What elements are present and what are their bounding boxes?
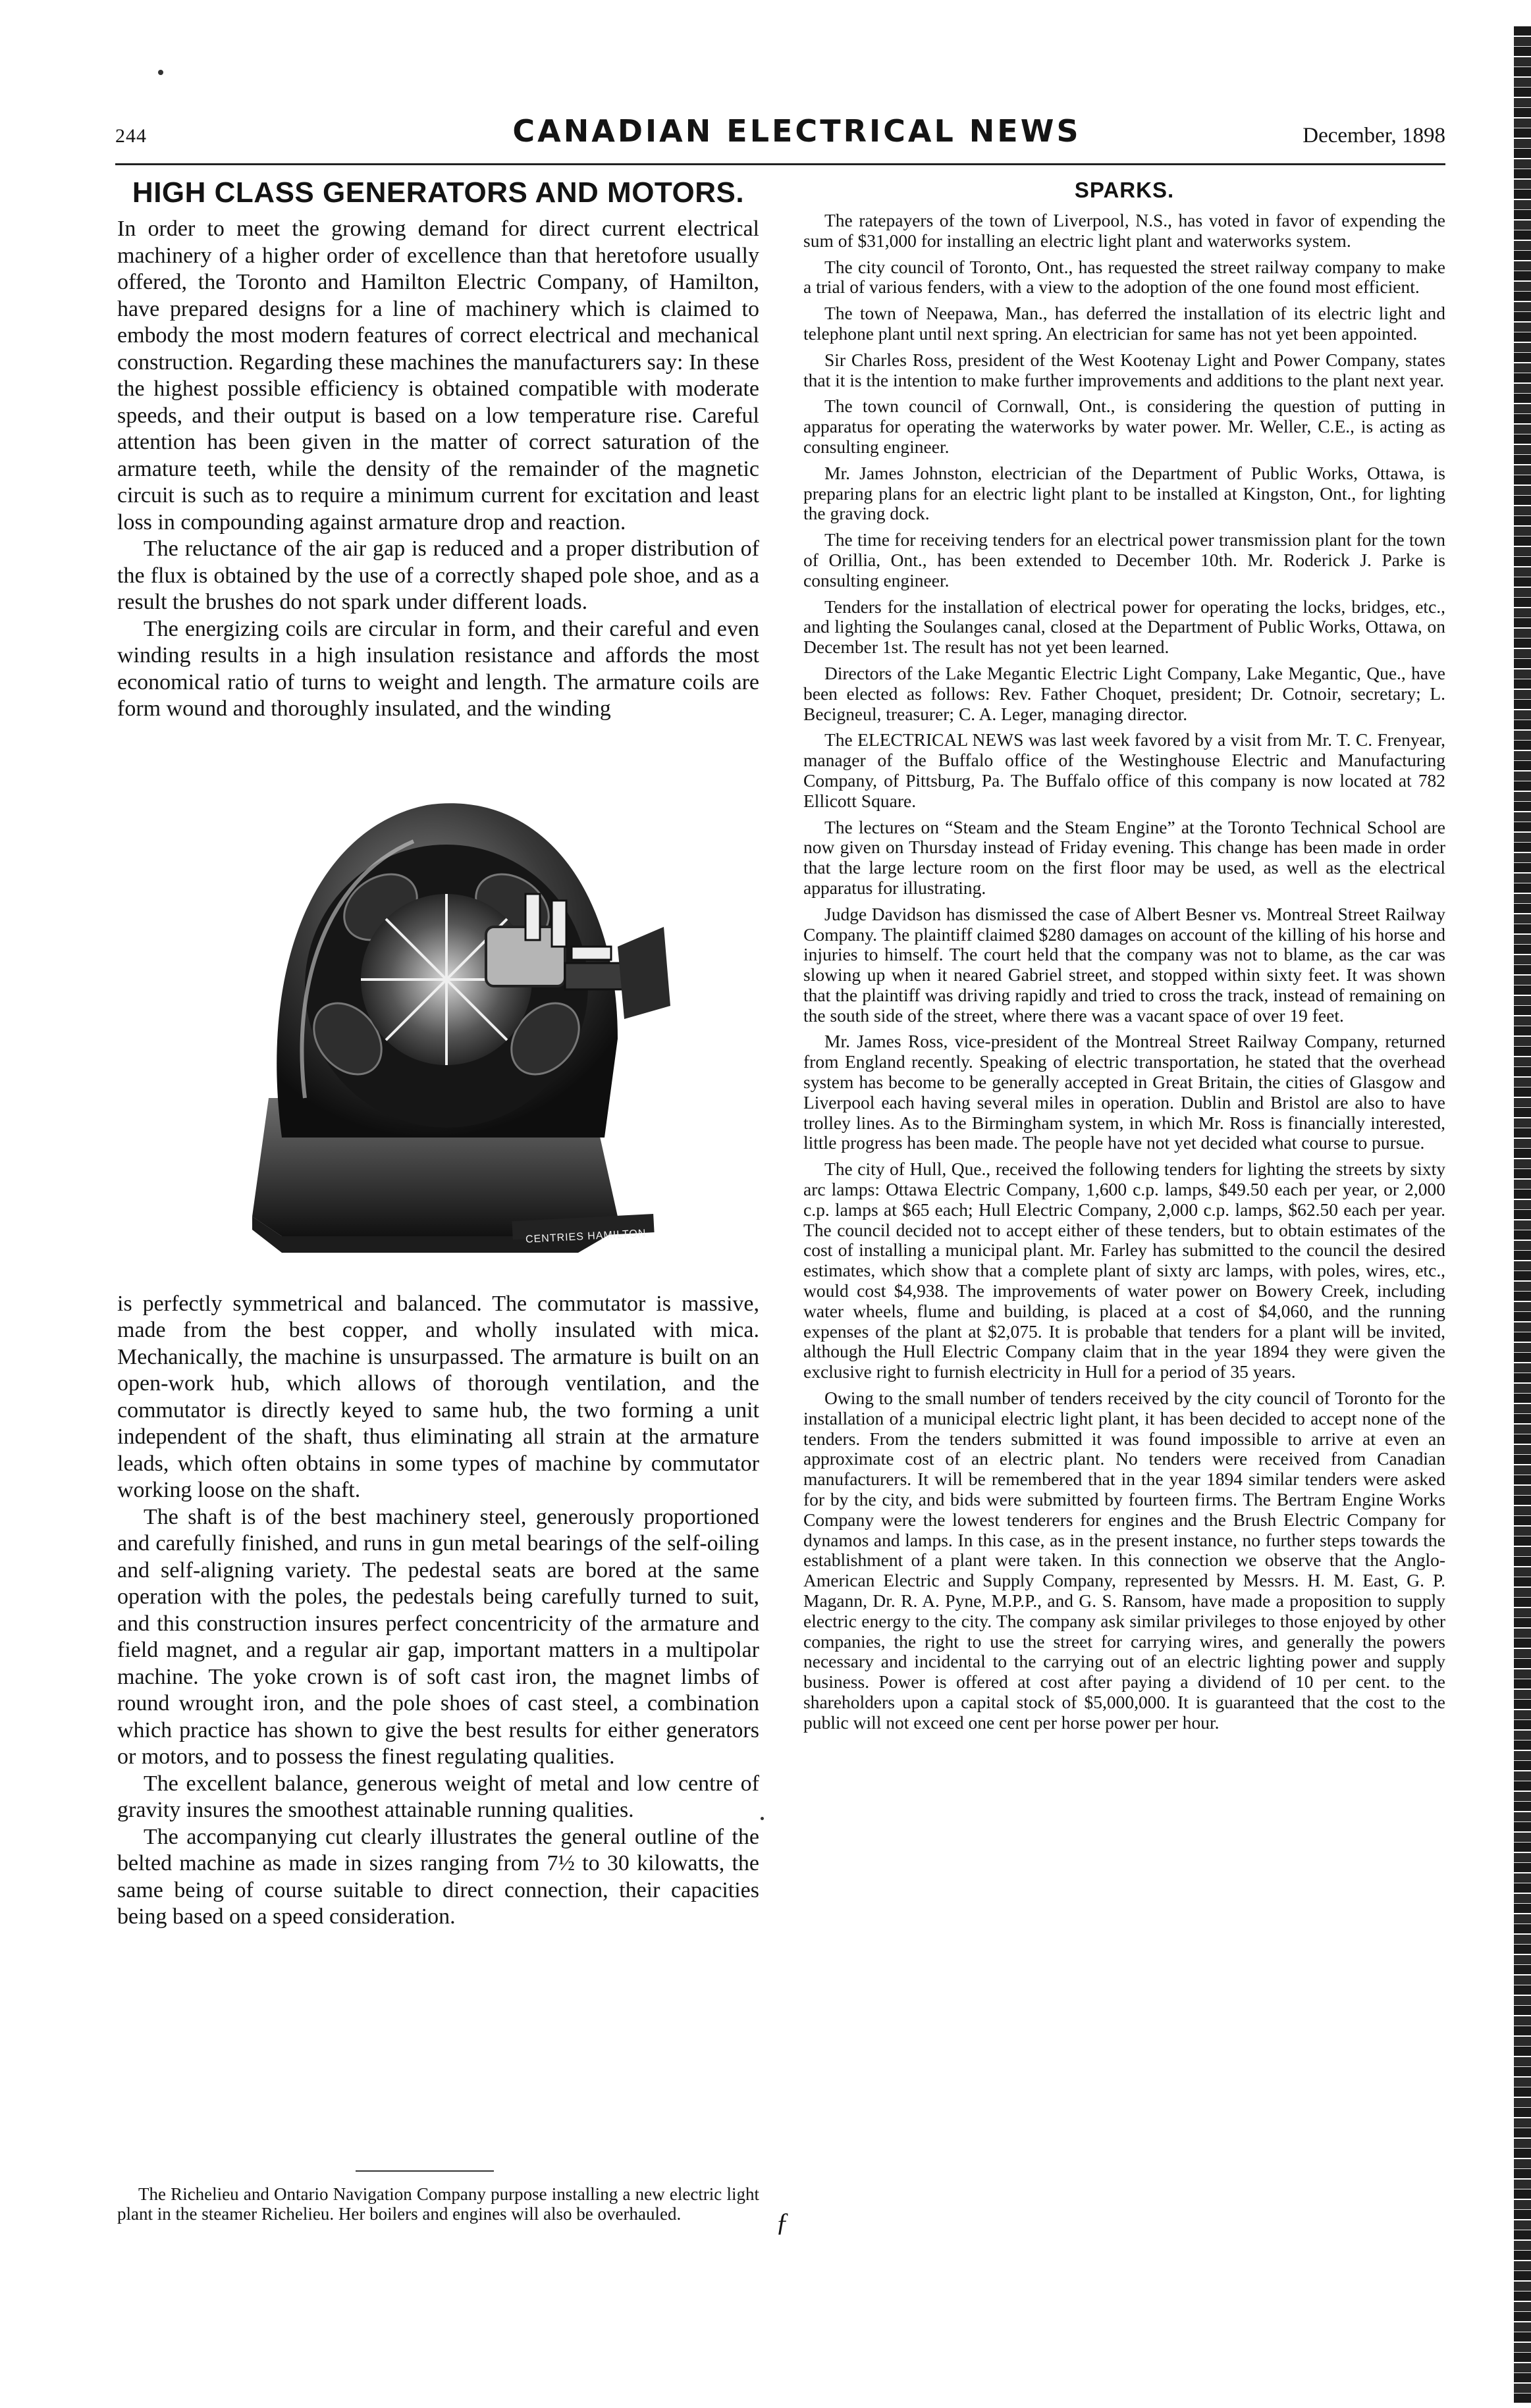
sparks-item: Sir Charles Ross, president of the West Kootenay Light and Power Company, states that it is the intention to make further improvements and additions to the plant next year. <box>803 349 1445 390</box>
sparks-item: Directors of the Lake Megantic Electric Light Company, Lake Megantic, Que., have been elected as follows: Rev. Father Choquet, president; Dr. Cotnoir, secretary; L. Becigneul, treasurer; C. A. Leger, managing director. <box>803 662 1445 724</box>
sparks-item: The city of Hull, Que., received the following tenders for lighting the streets by sixty arc lamps: Ottawa Electric Company, 1,600 c.p. lamps, $49.50 each per year, or 2,000 c.p. lamps at $65 each; Hull Electric Company, 2,000 c.p. lamps, $62.50 each per year. The council decided not to accept either of these tenders, but to obtain estimates of the cost of installing a municipal plant. Mr. Farley has submitted to the council the desired estimates, which show that a complete plant of sixty arc lamps, with poles, wires, etc., would cost $4,938. The improvements of water power on Bowery Creek, including water wheels, flume and building, is placed at a cost of $4,060, and the running expenses of the plant at $2,075. It is probable that tenders for a plant will be invited, although the Hull Electric Company claim that in the year 1894 they were given the exclusive right to furnish electricity in Hull for a period of 35 years. <box>803 1159 1445 1382</box>
footnote-rule <box>356 2170 494 2172</box>
sparks-item: The town council of Cornwall, Ont., is considering the question of putting in apparatus for operating the waterworks by water power. Mr. Weller, C.E., is acting as consulting engineer. <box>803 396 1445 457</box>
article-title: HIGH CLASS GENERATORS AND MOTORS. <box>132 176 745 209</box>
article-paragraph: The energizing coils are circular in form, and their careful and even winding results in a high insulation resistance and affords the most economical ratio of turns to weight and length. The armature coils are form wound and thoroughly insulated, and the winding <box>117 616 759 721</box>
page-number: 244 <box>115 125 147 147</box>
publication-masthead: CANADIAN ELECTRICAL NEWS <box>512 113 1081 149</box>
sparks-item: Owing to the small number of tenders received by the city council of Toronto for the installation of a municipal electric light plant, it has been decided to accept none of the tenders. From the tenders submitted it was found impossible to arrive at even an approximate cost of an electric plant. No tenders were received from Canadian manufacturers. It will be remembered that in the year 1894 similar tenders were asked for by the city, and bids were submitted by fourteen firms. The Bertram Engine Works Company were the lowest tenderers for engines and the Brush Electric Company for dynamos and lamps. In this case, as in the present instance, no further steps towards the establishment of a plant were taken. In this connection we observe that the Anglo-American Electric and Supply Company, represented by Messrs. H. M. East, G. P. Magann, Dr. R. A. Pyne, M.P.P., and G. S. Ransom, have made a proposition to supply electric energy to the city. The company ask similar privileges to those enjoyed by other companies, the right to use the street for carrying wires, and generally the powers necessary and incidental to the carrying out of an electric lighting power and supply business. Power is offered at cost after paying a dividend of 10 per cent. to the shareholders upon a capital stock of $5,000,000. It is guaranteed that the cost to the public will not exceed one cent per horse power per hour. <box>803 1388 1445 1733</box>
sparks-item: Mr. James Johnston, electrician of the Department of Public Works, Ottawa, is preparing plans for an electric light plant to be installed at Kingston, Ont., for lighting the graving dock. <box>803 462 1445 524</box>
margin-mark: ƒ <box>776 2207 789 2237</box>
sparks-item: The time for receiving tenders for an electrical power transmission plant for the town of Orillia, Ont., has been extended to December 10th. Mr. Roderick J. Parke is consulting engineer. <box>803 529 1445 590</box>
scan-speck <box>761 1817 764 1820</box>
sparks-item: Judge Davidson has dismissed the case of Albert Besner vs. Montreal Street Railway Company. The plaintiff claimed $280 damages on account of the killing of his horse and injuries to himself. The court held that the company was not to blame, as the car was slowing up when it neared Gabriel street, and stopped within sixty feet. It was shown that the plaintiff was driving rapidly and tried to cross the track, instead of remaining on the south side of the street, where there was a vacant space of over 19 feet. <box>803 903 1445 1026</box>
header-rule <box>115 163 1445 165</box>
figure-maker-label: CENTRIES HAMILTON <box>525 1227 647 1245</box>
sparks-item: The ELECTRICAL NEWS was last week favored by a visit from Mr. T. C. Frenyear, manager of the Buffalo office of the Westinghouse Electric and Manufacturing Company, of Pittsburg, Pa. The Buffalo office of this company is now located at 782 Ellicott Square. <box>803 729 1445 811</box>
sparks-heading: SPARKS. <box>1074 178 1175 202</box>
footnote-item: The Richelieu and Ontario Navigation Company purpose installing a new electric light plant in the steamer Richelieu. Her boilers and engines will also be overhauled. <box>117 2184 759 2224</box>
article-paragraph: The accompanying cut clearly illustrates the general outline of the belted machine as made in sizes ranging from 7½ to 30 kilowatts, the same being of course suitable to direct connection, their capacities being based on a speed consideration. <box>117 1824 759 1929</box>
bearing-pedestal <box>618 927 670 1019</box>
generator-engraving <box>117 729 759 1279</box>
sparks-column <box>803 178 1445 1739</box>
sparks-item: The lectures on “Steam and the Steam Engine” at the Toronto Technical School are now given on Thursday instead of Friday evening. This change has been made in order that the large lecture room on the first floor may be used, as well as the electrical apparatus for illustrating. <box>803 816 1445 898</box>
issue-date: December, 1898 <box>1303 124 1445 147</box>
sparks-item: Mr. James Ross, vice-president of the Montreal Street Railway Company, returned from England recently. Speaking of electric transportation, he stated that the overhead system has become to be generally accepted in Great Britain, the cities of Glasgow and Liverpool each having several miles in operation. Dublin and Bristol are also to have trolley lines. As to the Birmingham system, in which Mr. Ross is financially interested, little progress has been made. The people have not yet decided what course to pursue. <box>803 1031 1445 1153</box>
scan-edge-artifact <box>1514 26 1531 2403</box>
sparks-item: The town of Neepawa, Man., has deferred the installation of its electric light and telephone plant until next spring. An electrician for same has not yet been appointed. <box>803 303 1445 344</box>
article-paragraph: is perfectly symmetrical and balanced. The commutator is massive, made from the best copper, and wholly insulated with mica. Mechanically, the machine is unsurpassed. The armature is built on an open-work hub, which allows of thorough ventilation, and the commutator is directly keyed to same hub, the two forming a unit independent of the shaft, thus eliminating all strain at the armature leads, which often obtains in some types of machine by commutator working loose on the shaft. <box>117 1291 759 1502</box>
article-paragraph: The reluctance of the air gap is reduced and a proper distribution of the flux is obtained by the use of a correctly shaped pole shoe, and as a result the brushes do not spark under different loads. <box>117 537 759 614</box>
article-column <box>117 176 759 1931</box>
scan-speck <box>158 70 163 75</box>
article-paragraph: The excellent balance, generous weight of metal and low centre of gravity insures the smoothest attainable running qualities. <box>117 1771 759 1822</box>
article-paragraph: In order to meet the growing demand for direct current electrical machinery of a higher order of excellence than that heretofore usually offered, the Toronto and Hamilton Electric Company, of Hamilton, have prepared designs for a line of machinery which is claimed to embody the most modern features of correct electrical and mechanical construction. Regarding these machines the manufacturers say: In these the highest possible efficiency is obtained compatible with moderate speeds, and their output is based on a low temperature rise. Careful attention has been given in the matter of correct saturation of the armature teeth, while the density of the remainder of the magnetic circuit is such as to require a minimum current for excitation and least loss in compounding against armature drop and reaction. <box>117 217 759 535</box>
article-paragraph: The shaft is of the best machinery steel, generously proportioned and carefully finished, and runs in gun metal bearings of the self-oiling and self-aligning variety. The pedestal seats are bored at the same operation with the poles, the pedestals being carefully turned to suit, and this construction insures perfect concentricity of the armature and field magnet, and a regular air gap, important matters in a multipolar machine. The yoke crown is of soft cast iron, the magnet limbs of round wrought iron, and the pole shoes of cast steel, a combination which practice has shown to give the best results for either generators or motors, and to possess the finest regulating qualities. <box>117 1504 759 1769</box>
sparks-item: Tenders for the installation of electrical power for operating the locks, bridges, etc., and lighting the Soulanges canal, closed at the Department of Public Works, Ottawa, on December 1st. The result has not yet been learned. <box>803 596 1445 658</box>
sparks-item: The city council of Toronto, Ont., has requested the street railway company to make a trial of various fenders, with a view to the adoption of the one found most efficient. <box>803 256 1445 298</box>
sparks-item: The ratepayers of the town of Liverpool, N.S., has voted in favor of expending the sum of $31,000 for installing an electric light plant and waterworks system. <box>803 210 1445 251</box>
generator-illustration <box>117 729 759 1279</box>
